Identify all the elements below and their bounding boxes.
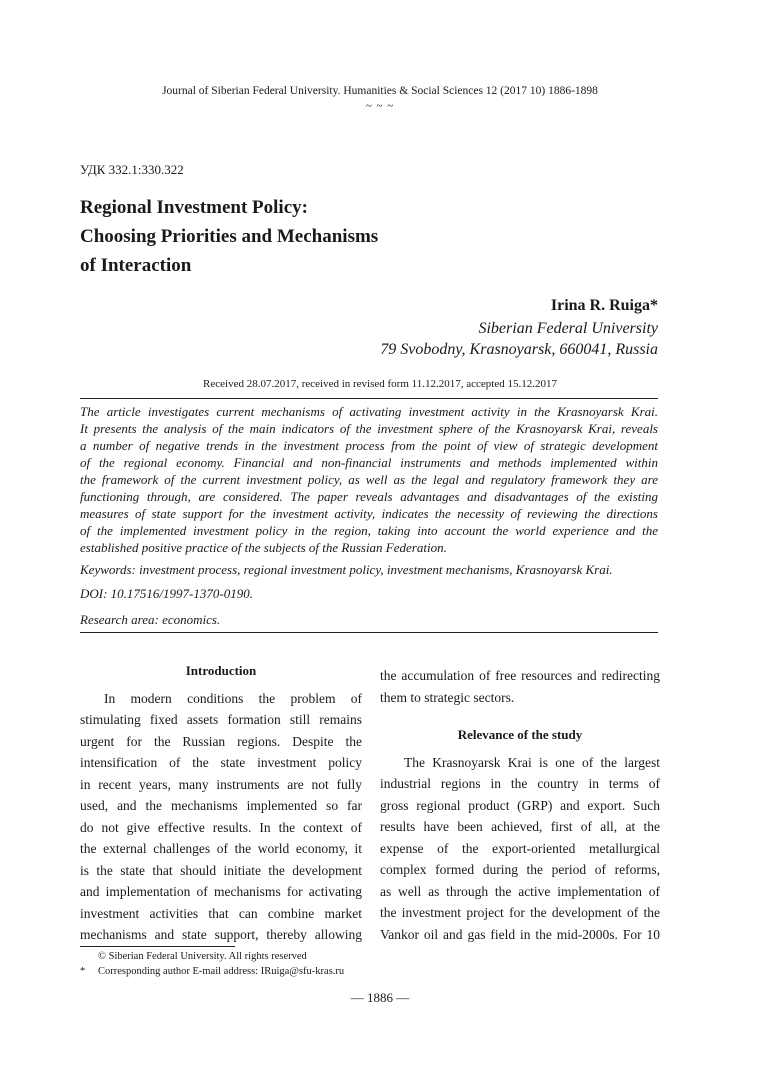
title-line: Regional Investment Policy: <box>80 197 308 218</box>
body-line: stimulating fixed assets formation still remains <box>80 712 362 727</box>
body-line: investment activities that can combine market <box>80 905 362 921</box>
body-line: is the state that should initiate the development <box>80 862 362 878</box>
body-line: In modern conditions the problem of <box>104 690 362 706</box>
journal-header: Journal of Siberian Federal University. Humanities & Social Sciences 12 (2017 10) 1886-1898 <box>162 85 598 97</box>
body-line: as well as through the active implementation of <box>380 883 660 899</box>
author-name: Irina R. Ruiga* <box>550 297 658 314</box>
header-separator: ~ ~ ~ <box>365 100 395 112</box>
page-number: ― 1886 ― <box>350 990 410 1005</box>
footnote-marker: * <box>80 966 86 977</box>
footnote-copyright: © Siberian Federal University. All rights reserved <box>98 951 307 962</box>
abstract-line: a number of negative trends in the investment process from the point of view of strategic development <box>80 438 658 453</box>
body-line: in recent years, many instruments are not fully <box>80 776 362 792</box>
body-line: gross regional product (GRP) and export. Such <box>380 797 660 813</box>
body-line: the external challenges of the world economy, it <box>80 841 362 856</box>
body-line: The Krasnoyarsk Krai is one of the largest <box>404 754 660 770</box>
udc-code: УДК 332.1:330.322 <box>80 162 184 177</box>
footnote-rule <box>80 946 235 947</box>
research-area: Research area: economics. <box>80 612 221 627</box>
body-line: mechanisms and state support, thereby allowing <box>80 927 362 942</box>
abstract-line: measures of state support for the investment activity, indicates the necessity of reviewing the directions <box>80 506 658 521</box>
address: 79 Svobodny, Krasnoyarsk, 660041, Russia <box>380 341 658 358</box>
section-heading-introduction: Introduction <box>185 663 257 678</box>
abstract-line: The article investigates current mechanisms of activating investment activity in the Krasnoyarsk Krai. <box>80 404 658 419</box>
right-column <box>380 665 660 945</box>
body-line: Vankor oil and gas field in the mid-2000s. For 10 <box>380 926 660 942</box>
body-line: them to strategic sectors. <box>380 689 515 705</box>
abstract-line: functioning through, are considered. The paper reveals advantages and disadvantages of the existing <box>80 489 658 504</box>
paper-title <box>80 193 378 280</box>
abstract-line: established positive practice of the subjects of the Russian Federation. <box>80 540 447 555</box>
title-line: of Interaction <box>80 255 192 276</box>
body-line: intensification of the state investment policy <box>80 755 362 770</box>
body-line: industrial regions in the country in terms of <box>380 776 660 791</box>
abstract <box>80 403 658 556</box>
abstract-line: It presents the analysis of the main indicators of the investment sphere of the Krasnoyarsk Krai, reveals <box>80 421 658 436</box>
abstract-line: of the implemented investment policy in the region, taking into account the world experience and the <box>80 523 658 538</box>
body-line: urgent for the Russian regions. Despite the <box>80 733 362 749</box>
left-column <box>80 660 362 946</box>
body-line: used, and the mechanisms implemented so far <box>80 798 362 813</box>
affiliation: Siberian Federal University <box>478 320 658 337</box>
body-line: complex formed during the period of reforms, <box>380 862 660 877</box>
received-dates: Received 28.07.2017, received in revised form 11.12.2017, accepted 15.12.2017 <box>203 378 557 390</box>
section-heading-relevance: Relevance of the study <box>457 727 583 742</box>
body-line: the investment project for the development of the <box>380 905 660 920</box>
body-line: expense of the export-oriented metallurgical <box>380 840 660 856</box>
author-affiliation-block <box>380 318 658 360</box>
body-line: the accumulation of free resources and redirecting <box>380 668 660 683</box>
divider <box>80 398 658 399</box>
body-line: results have been achieved, first of all, at the <box>380 819 660 834</box>
title-line: Choosing Priorities and Mechanisms <box>80 226 379 247</box>
body-line: do not give effective results. In the context of <box>80 819 362 835</box>
footnote-corresponding: Corresponding author E-mail address: IRuiga@sfu-kras.ru <box>98 966 345 977</box>
abstract-line: the framework of the current investment policy, as well as the legal and regulatory framework they are <box>80 472 658 487</box>
doi: DOI: 10.17516/1997-1370-0190. <box>80 586 253 601</box>
divider <box>80 632 658 633</box>
abstract-line: of the regional economy. Financial and non-financial instruments and methods implemented within <box>80 455 658 470</box>
keywords: Keywords: investment process, regional investment policy, investment mechanisms, Krasnoyarsk Krai. <box>80 562 613 577</box>
body-line: and implementation of mechanisms for activating <box>80 884 362 899</box>
